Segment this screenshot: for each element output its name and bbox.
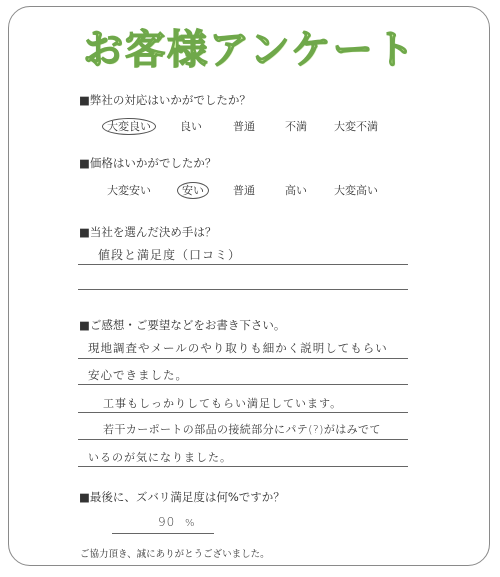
question-service: ■弊社の対応はいかがでしたか？ [79,93,251,107]
selected-circle: 大変良い [102,118,156,135]
option-service-good[interactable]: 良い [180,120,202,133]
option-price-very-cheap[interactable]: 大変安い [107,184,151,197]
comment-line-2: 安心できました。 [88,368,188,382]
answer-line [78,384,408,385]
option-price-cheap[interactable] [182,182,204,198]
question-deciding-factor: ■当社を選んだ決め手は？ [79,225,217,239]
answer-deciding-factor: 値段と満足度（口コミ） [98,248,242,262]
question-comments: ■ご感想・ご要望などをお書き下さい。 [79,318,286,332]
satisfaction-line [112,533,214,534]
answer-line [78,358,408,359]
answer-line [78,412,408,413]
option-price-normal[interactable]: 普通 [233,184,255,197]
survey-title: お客様アンケート [83,27,417,73]
survey-card [8,6,490,566]
answer-line [78,289,408,290]
option-service-very-good[interactable] [107,118,151,134]
option-price-expensive[interactable]: 高い [285,184,307,197]
answer-line [78,264,408,265]
option-service-dissatisfied[interactable]: 不満 [285,120,307,133]
comment-line-3: 工事もしっかりしてもらい満足しています。 [103,397,343,410]
question-price: ■価格はいかがでしたか？ [79,156,217,170]
satisfaction-unit: % [185,518,196,529]
option-service-very-dissatisfied[interactable]: 大変不満 [334,120,378,133]
satisfaction-value: 90 [158,515,176,529]
comment-line-4: 若干カーポートの部品の接続部分にパテ(?)がはみでて [103,423,381,436]
answer-line [78,466,408,467]
question-satisfaction: ■最後に、ズバリ満足度は何%ですか？ [79,490,285,504]
thank-you-note: ご協力頂き、誠にありがとうございました。 [80,549,270,560]
comment-line-5: いるのが気になりました。 [88,451,232,464]
answer-line [78,439,408,440]
selected-circle: 安い [177,182,209,199]
option-price-very-expensive[interactable]: 大変高い [334,184,378,197]
option-service-normal[interactable]: 普通 [233,120,255,133]
comment-line-1: 現地調査やメールのやり取りも細かく説明してもらい [88,341,388,355]
